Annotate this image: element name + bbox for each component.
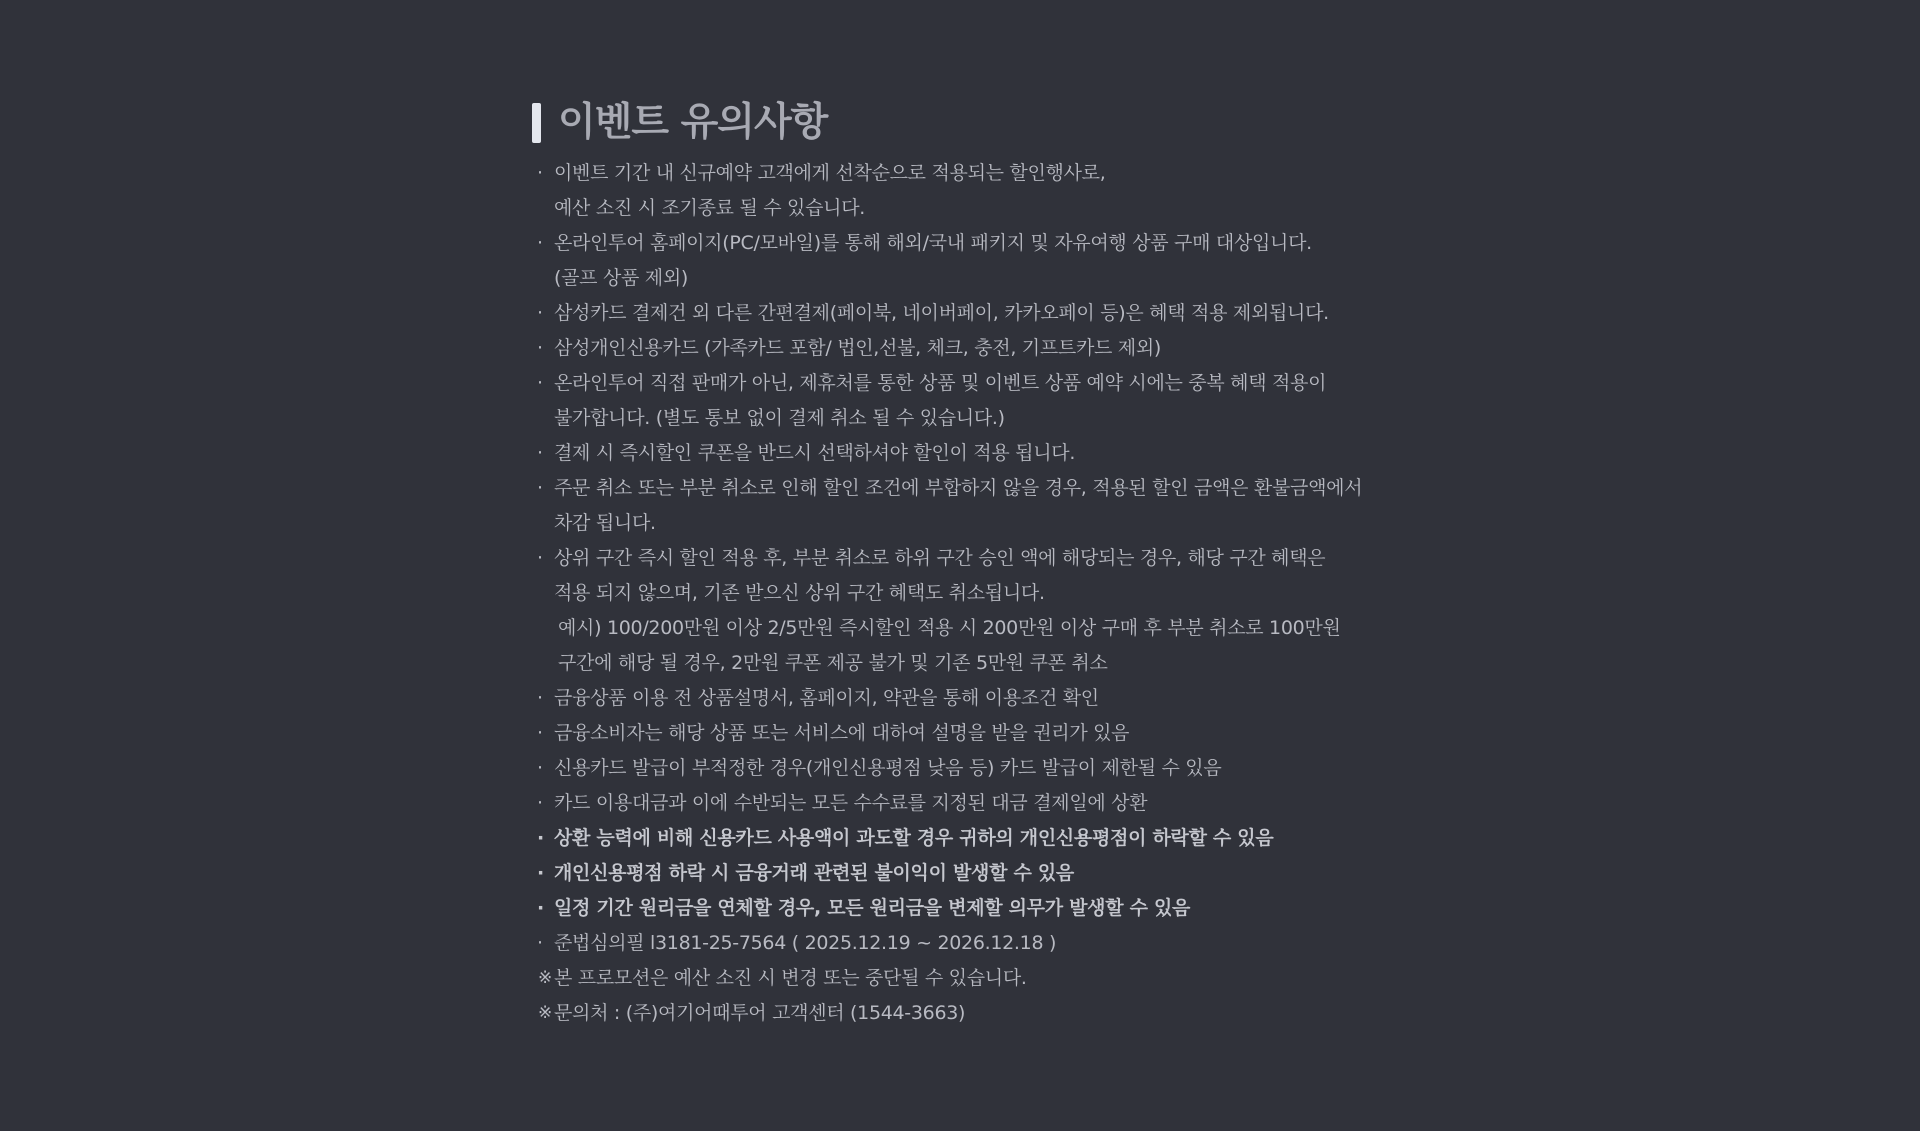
notice-item-text: 온라인투어 직접 판매가 아닌, 제휴처를 통한 상품 및 이벤트 상품 예약 시에는 중복 혜택 적용이 (554, 372, 1327, 394)
notice-item-text: 결제 시 즉시할인 쿠폰을 반드시 선택하셔야 할인이 적용 됩니다. (554, 442, 1076, 464)
notice-item-continuation: 예산 소진 시 조기종료 될 수 있습니다. (554, 197, 865, 219)
notice-item (532, 366, 1862, 436)
bullet-mark: · (537, 302, 543, 324)
bullet-mark: · (537, 757, 543, 779)
notice-item (532, 716, 1862, 751)
notice-item (532, 541, 1862, 681)
notice-item-text: 금융상품 이용 전 상품설명서, 홈페이지, 약관을 통해 이용조건 확인 (554, 687, 1099, 709)
notice-item (532, 331, 1862, 366)
notice-item-continuation: 차감 됩니다. (554, 512, 656, 534)
reference-mark: ※ (538, 968, 552, 988)
notice-item (532, 821, 1862, 856)
notice-item (532, 296, 1862, 331)
bullet-mark: · (537, 932, 543, 954)
notice-title: 이벤트 유의사항 (558, 100, 828, 145)
notice-item-text: 카드 이용대금과 이에 수반되는 모든 수수료를 지정된 대금 결제일에 상환 (554, 792, 1148, 814)
bullet-mark: · (537, 477, 543, 499)
bullet-mark: · (537, 897, 544, 919)
notice-item-continuation: (골프 상품 제외) (554, 267, 689, 289)
notice-item-continuation: 구간에 해당 될 경우, 2만원 쿠폰 제공 불가 및 기존 5만원 쿠폰 취소 (558, 652, 1108, 674)
bullet-mark: · (537, 862, 544, 884)
bullet-mark: · (537, 547, 543, 569)
event-notice (532, 98, 1862, 1031)
bullet-mark: · (537, 442, 543, 464)
notice-item-text: 상환 능력에 비해 신용카드 사용액이 과도할 경우 귀하의 개인신용평점이 하락할 수 있음 (554, 827, 1274, 849)
notice-item-text: 주문 취소 또는 부분 취소로 인해 할인 조건에 부합하지 않을 경우, 적용된 할인 금액은 환불금액에서 (554, 477, 1363, 499)
notice-item (532, 226, 1862, 296)
bullet-mark: · (537, 722, 543, 744)
notice-item-continuation: 불가합니다. (별도 통보 없이 결제 취소 될 수 있습니다.) (554, 407, 1005, 429)
notice-item (532, 786, 1862, 821)
notice-item (532, 471, 1862, 541)
notice-footnote (532, 961, 1862, 996)
notice-list (532, 156, 1862, 1031)
notice-item (532, 681, 1862, 716)
notice-item-text: 신용카드 발급이 부적정한 경우(개인신용평점 낮음 등) 카드 발급이 제한될 수 있음 (554, 757, 1222, 779)
bullet-mark: · (537, 827, 544, 849)
notice-item-text: 준법심의필 l3181-25-7564 ( 2025.12.19 ~ 2026.12.18 ) (554, 932, 1057, 954)
notice-item (532, 856, 1862, 891)
notice-footnote (532, 996, 1862, 1031)
notice-item-text: 온라인투어 홈페이지(PC/모바일)를 통해 해외/국내 패키지 및 자유여행 상품 구매 대상입니다. (554, 232, 1312, 254)
heading-accent-bar (532, 103, 541, 143)
notice-heading (532, 98, 1862, 148)
notice-item-text: 일정 기간 원리금을 연체할 경우, 모든 원리금을 변제할 의무가 발생할 수 있음 (554, 897, 1191, 919)
notice-item-text: 상위 구간 즉시 할인 적용 후, 부분 취소로 하위 구간 승인 액에 해당되는 경우, 해당 구간 혜택은 (554, 547, 1326, 569)
notice-item-continuation: 적용 되지 않으며, 기존 받으신 상위 구간 혜택도 취소됩니다. (554, 582, 1045, 604)
notice-item (532, 751, 1862, 786)
notice-item (532, 891, 1862, 926)
bullet-mark: · (537, 372, 543, 394)
notice-item (532, 156, 1862, 226)
notice-item-continuation: 예시) 100/200만원 이상 2/5만원 즉시할인 적용 시 200만원 이상 구매 후 부분 취소로 100만원 (558, 617, 1341, 639)
notice-item (532, 926, 1862, 961)
notice-item-text: 금융소비자는 해당 상품 또는 서비스에 대하여 설명을 받을 권리가 있음 (554, 722, 1130, 744)
bullet-mark: · (537, 337, 543, 359)
bullet-mark: · (537, 232, 543, 254)
notice-item (532, 436, 1862, 471)
notice-item-text: 이벤트 기간 내 신규예약 고객에게 선착순으로 적용되는 할인행사로, (554, 162, 1106, 184)
notice-item-text: 삼성카드 결제건 외 다른 간편결제(페이북, 네이버페이, 카카오페이 등)은 혜택 적용 제외됩니다. (554, 302, 1329, 324)
notice-item-text: 삼성개인신용카드 (가족카드 포함/ 법인,선불, 체크, 충전, 기프트카드 제외) (554, 337, 1162, 359)
bullet-mark: · (537, 687, 543, 709)
notice-item-text: 문의처 : (주)여기어때투어 고객센터 (1544-3663) (554, 1002, 966, 1024)
bullet-mark: · (537, 792, 543, 814)
notice-item-text: 본 프로모션은 예산 소진 시 변경 또는 중단될 수 있습니다. (554, 967, 1027, 989)
bullet-mark: · (537, 162, 543, 184)
reference-mark: ※ (538, 1003, 552, 1023)
notice-item-text: 개인신용평점 하락 시 금융거래 관련된 불이익이 발생할 수 있음 (554, 862, 1074, 884)
